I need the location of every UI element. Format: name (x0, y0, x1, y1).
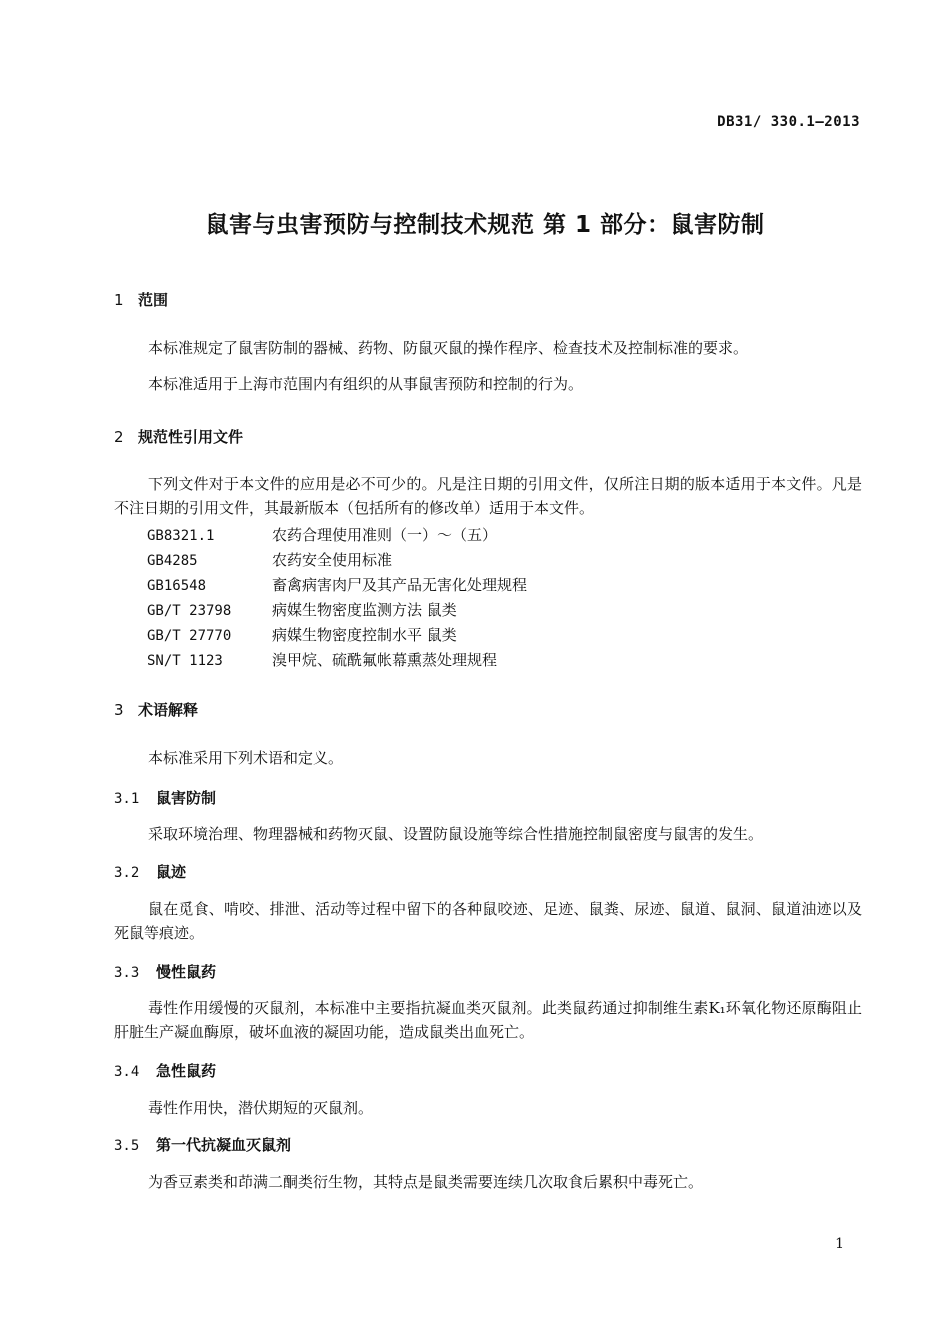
reference-title: 溴甲烷、硫酰氟帐幕熏蒸处理规程 (272, 651, 498, 669)
term-3-2-definition: 鼠在觅食、啃咬、排泄、活动等过程中留下的各种鼠咬迹、足迹、鼠粪、尿迹、鼠道、鼠洞、鼠道油迹以及死鼠等痕迹。 (114, 900, 862, 942)
reference-title: 病媒生物密度监测方法 鼠类 (272, 601, 457, 619)
reference-item (147, 624, 457, 645)
reference-code: GB8321.1 (147, 528, 215, 544)
reference-code: GB/T 23798 (147, 603, 232, 619)
reference-code: GB16548 (147, 578, 207, 594)
section-3-intro: 本标准采用下列术语和定义。 (148, 749, 344, 767)
document-title: 鼠害与虫害预防与控制技术规范 第 1 部分：鼠害防制 (205, 212, 765, 238)
term-number: 3.3 (114, 965, 140, 981)
term-title: 第一代抗凝血灭鼠剂 (156, 1136, 292, 1154)
term-number: 3.2 (114, 865, 140, 881)
term-title: 急性鼠药 (156, 1062, 217, 1080)
term-number: 3.1 (114, 791, 140, 807)
reference-title: 农药合理使用准则（一）～（五） (272, 526, 498, 544)
section-number: 3 (114, 701, 124, 719)
section-2-paragraph: 下列文件对于本文件的应用是必不可少的。凡是注日期的引用文件，仅所注日期的版本适用于本文件。凡是不注日期的引用文件，其最新版本（包括所有的修改单）适用于本文件。 (114, 475, 862, 517)
section-3-heading (114, 699, 198, 720)
section-2-heading (114, 426, 243, 447)
section-1-heading (114, 289, 168, 310)
reference-code: GB/T 27770 (147, 628, 232, 644)
term-title: 鼠迹 (156, 863, 187, 881)
term-number: 3.5 (114, 1138, 140, 1154)
page-number: 1 (835, 1236, 844, 1252)
term-3-5-heading (114, 1134, 291, 1155)
term-3-3-heading (114, 961, 216, 982)
section-number: 2 (114, 428, 124, 446)
reference-title: 病媒生物密度控制水平 鼠类 (272, 626, 457, 644)
section-number: 1 (114, 291, 124, 309)
section-title: 术语解释 (138, 701, 199, 719)
term-title: 鼠害防制 (156, 789, 217, 807)
reference-code: GB4285 (147, 553, 198, 569)
section-1-paragraph-1: 本标准规定了鼠害防制的器械、药物、防鼠灭鼠的操作程序、检查技术及控制标准的要求。 (148, 339, 749, 357)
term-title: 慢性鼠药 (156, 963, 217, 981)
term-3-4-heading (114, 1060, 216, 1081)
reference-item (147, 574, 527, 595)
term-3-1-definition: 采取环境治理、物理器械和药物灭鼠、设置防鼠设施等综合性措施控制鼠密度与鼠害的发生。 (148, 825, 764, 843)
reference-title: 畜禽病害肉尸及其产品无害化处理规程 (272, 576, 528, 594)
reference-title: 农药安全使用标准 (272, 551, 393, 569)
term-3-2-heading (114, 861, 186, 882)
term-3-3-definition: 毒性作用缓慢的灭鼠剂，本标准中主要指抗凝血类灭鼠剂。此类鼠药通过抑制维生素K₁环氧化物还原酶阻止肝脏生产凝血酶原，破坏血液的凝固功能，造成鼠类出血死亡。 (114, 999, 862, 1041)
reference-item (147, 549, 392, 570)
section-title: 规范性引用文件 (138, 428, 244, 446)
term-3-1-heading (114, 787, 216, 808)
section-1-paragraph-2: 本标准适用于上海市范围内有组织的从事鼠害预防和控制的行为。 (148, 375, 584, 393)
reference-item (147, 599, 457, 620)
term-3-4-definition: 毒性作用快，潜伏期短的灭鼠剂。 (148, 1099, 374, 1117)
reference-item (147, 649, 497, 670)
reference-item (147, 524, 497, 545)
reference-code: SN/T 1123 (147, 653, 223, 669)
term-number: 3.4 (114, 1064, 140, 1080)
term-3-5-definition: 为香豆素类和茚满二酮类衍生物，其特点是鼠类需要连续几次取食后累积中毒死亡。 (148, 1173, 704, 1191)
standard-code: DB31/ 330.1—2013 (717, 114, 860, 130)
section-title: 范围 (138, 291, 169, 309)
